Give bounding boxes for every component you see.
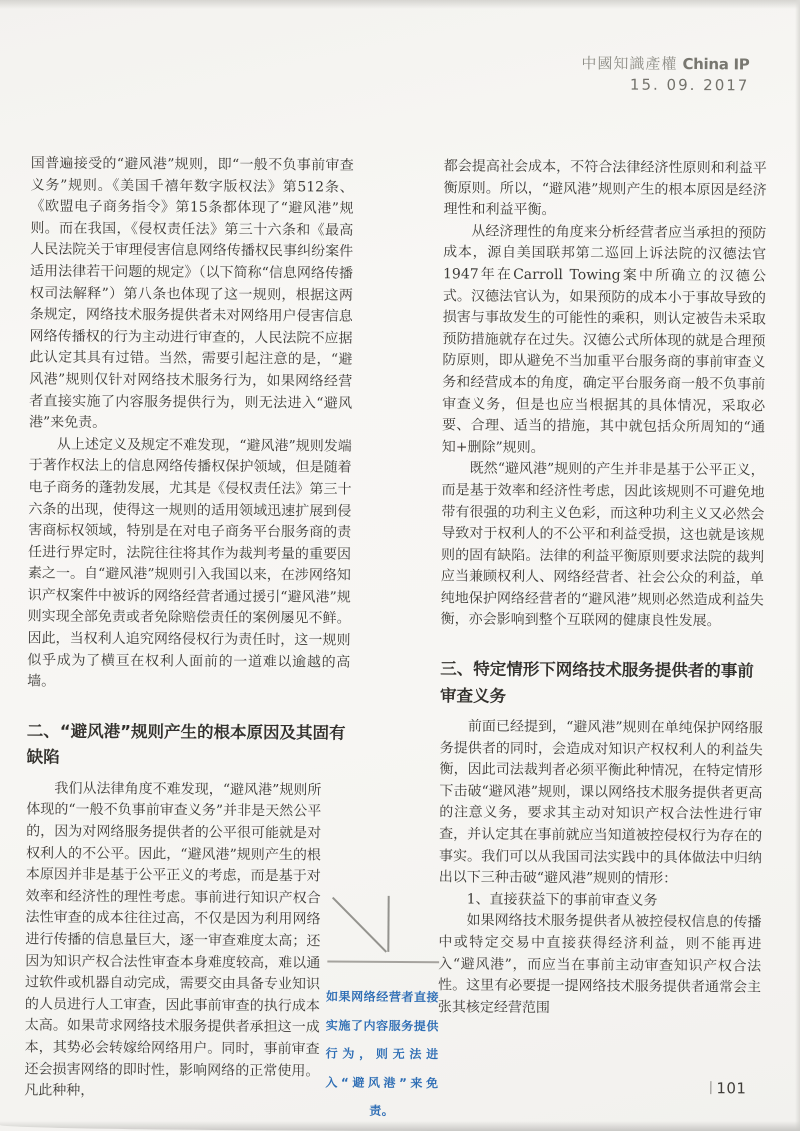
masthead-title	[581, 53, 749, 74]
paragraph: 都会提高社会成本，不符合法律经济性原则和利益平衡原则。所以，“避风港”规则产生的根本原因是经济理性和利益平衡。	[443, 158, 767, 219]
scan-edge-top	[0, 0, 800, 9]
section-heading-3: 三、特定情形下网络技术服务提供者的事前审查义务	[440, 659, 754, 706]
scan-edge-bottom	[0, 1121, 800, 1131]
masthead	[581, 53, 749, 95]
page-number	[710, 1079, 746, 1097]
paragraph: 从经济理性的角度来分析经营者应当承担的预防成本，源自美国联邦第二巡回上诉法院的汉德法官1947年在Carroll Towing案中所确立的汉德公式。汉德法官认为，如果预防的成本小于事故导致的损害与事故发生的可能性的乘积，则认定被告未采取预防措施就存在过失。汉德公式所体现的就是合理预防原则，即从避免不当加重平台服务商的事前审查义务和经营成本的角度，确定平台服务商一般不负事前审查义务，但是也应当根据其的具体情况，采取必要、合理、适当的措施，其中就包括众所周知的“通知+删除”规则。	[441, 223, 767, 456]
paragraph: 既然“避风港”规则的产生并非是基于公平正义，而是基于效率和经济性考虑，因此该规则不可避免地带有很强的功利主义色彩，而这种功利主义又必然会导致对于权利人的不公平和利益受损，这也就是该规则的固有缺陷。法律的利益平衡原则要求法院的裁判应当兼顾权利人、网络经营者、社会公众的利益，单纯地保护网络经营者的“避风港”规则必然造成利益失衡，亦会影响到整个互联网的健康良性发展。	[440, 460, 765, 630]
list-subheading: 1、直接获益下的事前审查义务	[466, 891, 658, 909]
magazine-title-english: China IP	[682, 54, 750, 74]
page-number-divider	[710, 1081, 711, 1094]
paragraph: 前面已经提到，“避风港”规则在单纯保护网络服务提供者的同时，会造成对知识产权权利人的利益失衡，因此司法裁判者必须平衡此种情况，在特定情形下击破“避风港”规则，课以网络技术服务提供者更高的注意义务，要求其主动对知识产权合法性进行审查，并认定其在事前就应当知道被控侵权行为存在的事实。我们可以从我国司法实践中的具体做法中归纳出以下三种击破“避风港”规则的情形：	[438, 718, 763, 888]
article-column-left	[24, 153, 354, 1104]
pull-quote: 如果网络经营者直接实施了内容服务提供行为，则无法进入“避风港”来免责。	[325, 989, 440, 1118]
paragraph: 国普遍接受的“避风港”规则，即“一般不负事前审查义务”规则。《美国千禧年数字版权法》第512条、《欧盟电子商务指令》第15条都体现了“避风港”规则。而在我国，《侵权责任法》第三十六条和《最高人民法院关于审理侵害信息网络传播权民事纠纷案件适用法律若干问题的规定》（以下简称“信息网络传播权司法解释”）第八条也体现了这一规则，根据这两条规定，网络技术服务提供者未对网络用户侵害信息网络传播权的行为主动进行审查的，人民法院不应据此认定其具有过错。当然，需要引起注意的是，“避风港”规则仅针对网络技术服务行为，如果网络经营者直接实施了内容服务提供行为，则无法进入“避风港”来免责。	[28, 155, 354, 432]
pull-quote-arrow-icon	[327, 893, 440, 968]
article-column-right	[438, 156, 767, 1021]
section-heading-2: 二、“避风港”规则产生的根本原因及其固有缺陷	[26, 721, 346, 767]
page-number-value: 101	[716, 1079, 747, 1098]
paragraph: 从上述定义及规定不难发现，“避风港”规则发端于著作权法上的信息网络传播权保护领域，但是随着电子商务的蓬勃发展，尤其是《侵权责任法》第三十六条的出现，使得这一规则的适用领域迅速扩展到侵害商标权领域，特别是在对电子商务平台服务商的责任进行界定时，法院往往将其作为裁判考量的重要因素之一。自“避风港”规则引入我国以来，在涉网络知识产权案件中被诉的网络经营者通过援引“避风港”规则实现全部免责或者免除赔偿责任的案例屡见不鲜。因此，当权利人追究网络侵权行为责任时，这一规则似乎成为了横亘在权利人面前的一道难以逾越的高墙。	[27, 436, 352, 690]
scan-edge-right	[795, 0, 800, 1131]
paragraph: 我们从法律角度不难发现，“避风港”规则所体现的“一般不负事前审查义务”并非是天然公平的，因为对网络服务提供者的公平很可能就是对权利人的不公平。因此，“避风港”规则产生的根本原因并非是基于公平正义的考虑，而是基于对效率和经济性的理性考虑。事前进行知识产权合法性审查的成本往往过高，不仅是因为利用网络进行传播的信息量巨大，逐一审查难度太高；还因为知识产权合法性审查本身难度较高，难以通过软件或机器自动完成，需要交由具备专业知识的人员进行人工审查，因此事前审查的执行成本太高。如果苛求网络技术服务提供者承担这一成本，其势必会转嫁给网络用户。同时，事前审查还会损害网络的即时性，影响网络的正常使用。凡此种种，	[24, 780, 322, 1100]
paragraph: 如果网络技术服务提供者从被控侵权信息的传播中或特定交易中直接获得经济利益，则不能再进入“避风港”，而应当在事前主动审查知识产权合法性。这里有必要提一提网络技术服务提供者通常会主张其核定经营范围	[437, 912, 762, 1016]
issue-date: 15. 09. 2017	[629, 75, 750, 95]
magazine-title-chinese: 中國知識產權	[581, 54, 678, 73]
